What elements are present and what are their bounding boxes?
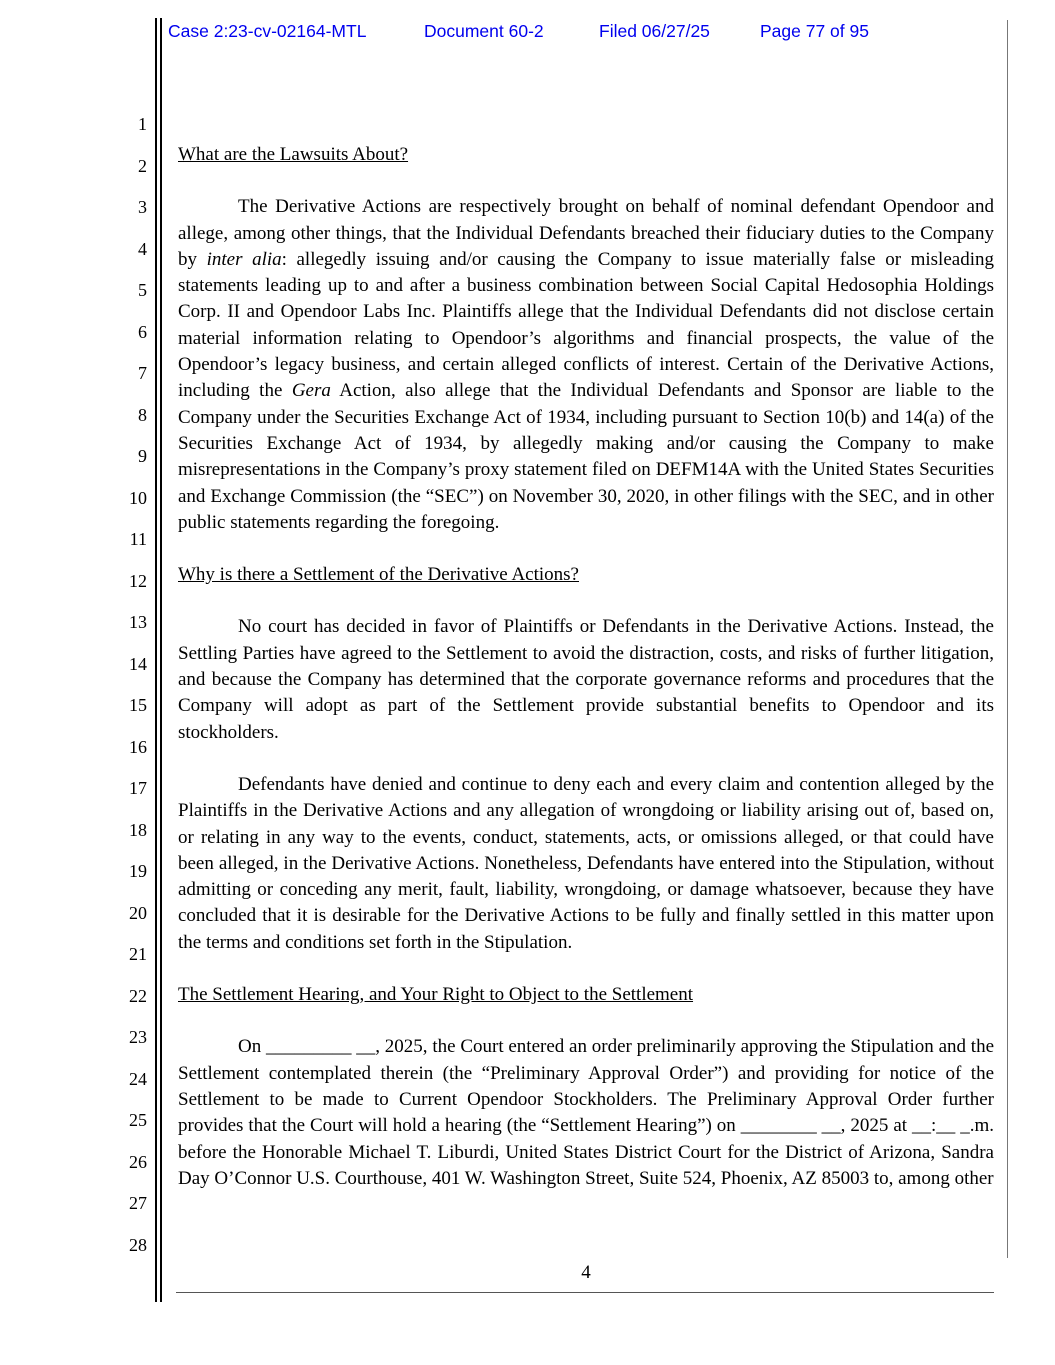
line-number: 24 <box>129 1068 147 1089</box>
header-page-info: Page 77 of 95 <box>760 21 869 41</box>
line-number: 26 <box>129 1151 147 1172</box>
paragraph-no-court-decided: No court has decided in favor of Plaintiffs or Defendants in the Derivative Actions. Instead, the Settling Parties have agreed to the Settlement to avoid the distraction, costs, and risks of further litigation, and because the Company has determined that the corporate governance reforms and procedures that the Company will adopt as part of the Settlement provide substantial benefits to Opendoor and its stockholders. <box>178 616 994 743</box>
line-number: 25 <box>129 1110 147 1130</box>
line-number: 4 <box>138 238 147 259</box>
header-document-number: Document 60-2 <box>424 21 544 41</box>
line-number: 3 <box>138 197 147 217</box>
line-number: 14 <box>129 653 147 674</box>
italic-term-gera: Gera <box>291 380 331 402</box>
header-case-number: Case 2:23-cv-02164-MTL <box>168 21 367 41</box>
paragraph-text: The Derivative Actions are respectively brought on behalf of nominal defendant Opendoor and allege, among other things, that the Individual Defendants breached their fiduciary duties to the Company by <box>178 196 994 270</box>
paragraph-defendants-deny: Defendants have denied and continue to deny each and every claim and contention alleged by the Plaintiffs in the Derivative Actions and any allegation of wrongdoing or liability arising out of, based on, or relating in any way to the events, conduct, statements, acts, or omissions alleged, or that could have been alleged, in the Derivative Actions. Nonetheless, Defendants have entered into the Stipulation, without admitting or conceding any merit, fault, liability, wrongdoing, or damage whatsoever, because they have concluded that it is desirable for the Derivative Actions to be fully and finally settled in this matter upon the terms and conditions set forth in the Stipulation. <box>178 773 994 953</box>
line-number: 7 <box>138 363 147 383</box>
line-number: 19 <box>129 861 147 881</box>
line-number-column <box>0 104 147 1266</box>
page-number: 4 <box>581 1262 591 1283</box>
line-number: 18 <box>129 819 147 840</box>
line-number: 23 <box>129 1027 147 1047</box>
section-heading-settlement-why: Why is there a Settlement of the Derivative Actions? <box>178 564 579 586</box>
line-number: 28 <box>129 1234 147 1255</box>
line-number: 17 <box>129 778 147 798</box>
line-number: 6 <box>138 321 147 342</box>
line-number: 10 <box>129 487 147 508</box>
italic-term-inter-alia: inter alia <box>206 248 282 270</box>
line-number: 16 <box>129 736 147 757</box>
line-number: 22 <box>129 985 147 1006</box>
line-number: 12 <box>129 570 147 591</box>
left-double-rule-outer <box>155 18 157 1302</box>
right-margin-rule <box>1007 20 1008 1258</box>
paragraph-hearing-details: On _________ __, 2025, the Court entered an order preliminarily approving the Stipulation and the Settlement contemplated therein (the “Preliminary Approval Order”) and providing for notice of the Settlement to be made to Current Opendoor Stockholders. The Preliminary Approval Order further provides that the Court will hold a hearing (the “Settlement Hearing”) on ________ __, 2025 at __:__ _.m. before the Honorable Michael T. Liburdi, United States District Court for the District of Arizona, Sandra Day O’Connor U.S. Courthouse, 401 W. Washington Street, Suite 524, Phoenix, AZ 85003 to, among other <box>178 1036 994 1189</box>
document-body <box>178 142 994 1218</box>
section-heading-hearing: The Settlement Hearing, and Your Right to Object to the Settlement <box>178 984 694 1006</box>
line-number: 21 <box>129 944 147 964</box>
line-number: 27 <box>129 1193 147 1213</box>
line-number: 1 <box>138 114 147 134</box>
section-heading-lawsuits: What are the Lawsuits About? <box>178 144 409 165</box>
footer-rule <box>176 1292 994 1293</box>
line-number: 5 <box>138 280 147 300</box>
line-number: 20 <box>129 902 147 923</box>
line-number: 2 <box>138 155 147 176</box>
paragraph-text: Action, also allege that the Individual Defendants and Sponsor are liable to the Company under the Securities Exchange Act of 1934, including pursuant to Section 10(b) and 14(a) of the Securities Exchange Act of 1934, by allegedly making and/or causing the Company to make misrepresentations in the Company’s proxy statement filed on DEFM14A with the United States Securities and Exchange Commission (the “SEC”) on November 30, 2020, in other filings with the SEC, and in other public statements regarding the foregoing. <box>178 380 995 533</box>
line-number: 13 <box>129 612 147 632</box>
paragraph-derivative-actions <box>178 194 994 536</box>
left-double-rule-inner <box>160 18 162 1302</box>
line-number: 9 <box>138 446 147 466</box>
header-filed-date: Filed 06/27/25 <box>599 21 710 41</box>
line-number: 15 <box>129 695 147 715</box>
paragraph-text: : allegedly issuing and/or causing the Company to issue materially false or misleading statements leading up to and after a business combination between Social Capital Hedosophia Holdings Corp. II and Opendoor Labs Inc. Plaintiffs allege that the Individual Defendants did not disclose certain material information relating to Opendoor’s algorithms and financial prospects, the value of the Opendoor’s legacy business, and certain alleged conflicts of interest. Certain of the Derivative Actions, including the <box>178 248 994 402</box>
line-number: 11 <box>129 529 147 549</box>
line-number: 8 <box>138 404 147 425</box>
